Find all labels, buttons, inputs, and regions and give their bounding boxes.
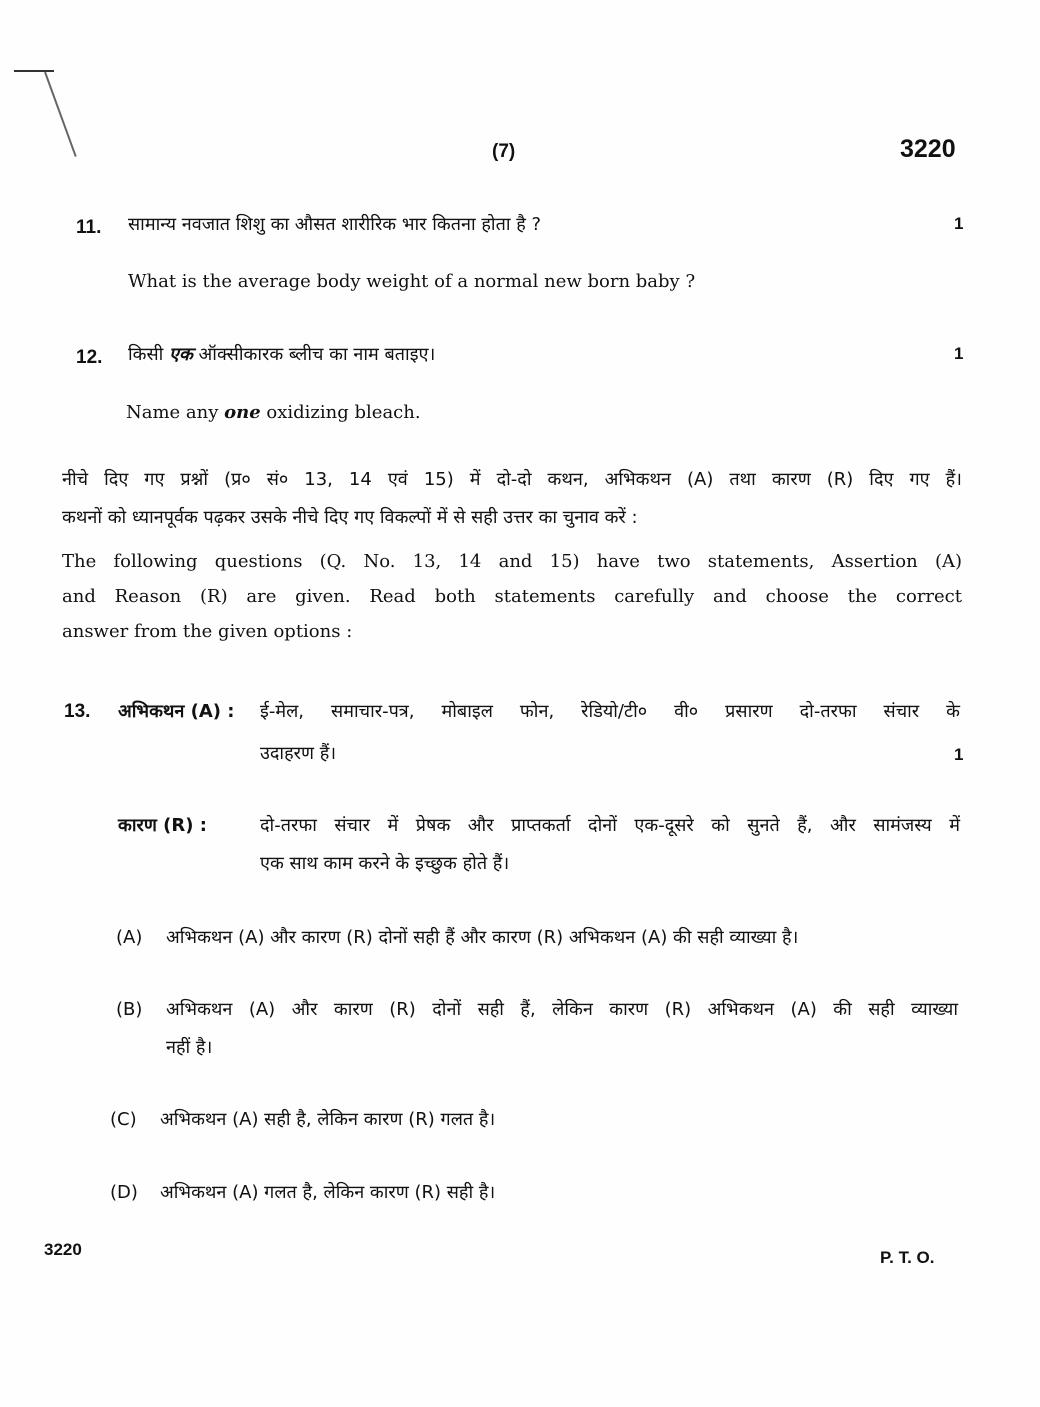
emphasis: one <box>224 402 261 423</box>
assertion-label: अभिकथन (A) : <box>118 701 235 722</box>
reason-line-2: एक साथ काम करने के इच्छुक होते हैं। <box>260 853 510 874</box>
option-a-text: अभिकथन (A) और कारण (R) दोनों सही हैं और कारण (R) अभिकथन (A) की सही व्याख्या है। <box>166 927 799 948</box>
q13-marks: 1 <box>954 745 964 764</box>
text: किसी <box>128 344 170 365</box>
paper-code: 3220 <box>900 135 956 163</box>
q12-english <box>126 401 421 425</box>
emphasis: एक <box>169 344 193 365</box>
option-c-label: (C) <box>110 1109 137 1130</box>
option-b-text-2: नहीं है। <box>166 1037 213 1058</box>
instructions-hindi-2: कथनों को ध्यानपूर्वक पढ़कर उसके नीचे दिए गए विकल्पों में से सही उत्तर का चुनाव करें : <box>62 507 638 528</box>
assertion-line-2: उदाहरण हैं। <box>260 743 337 764</box>
reason-label: कारण (R) : <box>118 815 207 836</box>
footer-paper-code: 3220 <box>44 1240 82 1259</box>
q12-marks: 1 <box>954 344 964 363</box>
page-number: (7) <box>492 141 516 162</box>
text: oxidizing bleach. <box>260 402 421 423</box>
footer-pto: P. T. O. <box>880 1248 935 1267</box>
scan-artifact <box>14 70 54 172</box>
text: ऑक्सीकारक ब्लीच का नाम बताइए। <box>192 344 436 365</box>
option-d-label: (D) <box>110 1182 138 1203</box>
option-d-text: अभिकथन (A) गलत है, लेकिन कारण (R) सही है। <box>160 1182 496 1203</box>
option-c-text: अभिकथन (A) सही है, लेकिन कारण (R) गलत है। <box>160 1109 496 1130</box>
reason-line-1: दो-तरफा संचार में प्रेषक और प्राप्तकर्ता दोनों एक-दूसरे को सुनते हैं, और सामंजस्य में <box>260 815 960 836</box>
instructions-english-2: and Reason (R) are given. Read both statements carefully and choose the correct <box>62 586 962 607</box>
q11-marks: 1 <box>954 214 964 233</box>
q13-number: 13. <box>64 701 91 722</box>
option-a-label: (A) <box>116 927 143 948</box>
instructions-english-1: The following questions (Q. No. 13, 14 and 15) have two statements, Assertion (A) <box>62 551 962 572</box>
assertion-line-1: ई-मेल, समाचार-पत्र, मोबाइल फोन, रेडियो/टी० वी० प्रसारण दो-तरफा संचार के <box>260 701 960 722</box>
instructions-english-3: answer from the given options : <box>62 621 353 642</box>
q12-hindi <box>128 343 435 367</box>
instructions-hindi-1: नीचे दिए गए प्रश्नों (प्र० सं० 13, 14 एवं 15) में दो-दो कथन, अभिकथन (A) तथा कारण (R) दिए गए हैं। <box>62 469 962 490</box>
q11-number: 11. <box>76 217 102 238</box>
q11-english: What is the average body weight of a normal new born baby ? <box>128 271 696 292</box>
text: Name any <box>126 402 225 423</box>
q12-number: 12. <box>76 347 103 368</box>
option-b-label: (B) <box>116 999 143 1020</box>
q11-hindi: सामान्य नवजात शिशु का औसत शारीरिक भार कितना होता है ? <box>128 214 542 235</box>
option-b-text-1: अभिकथन (A) और कारण (R) दोनों सही हैं, लेकिन कारण (R) अभिकथन (A) की सही व्याख्या <box>166 999 958 1020</box>
